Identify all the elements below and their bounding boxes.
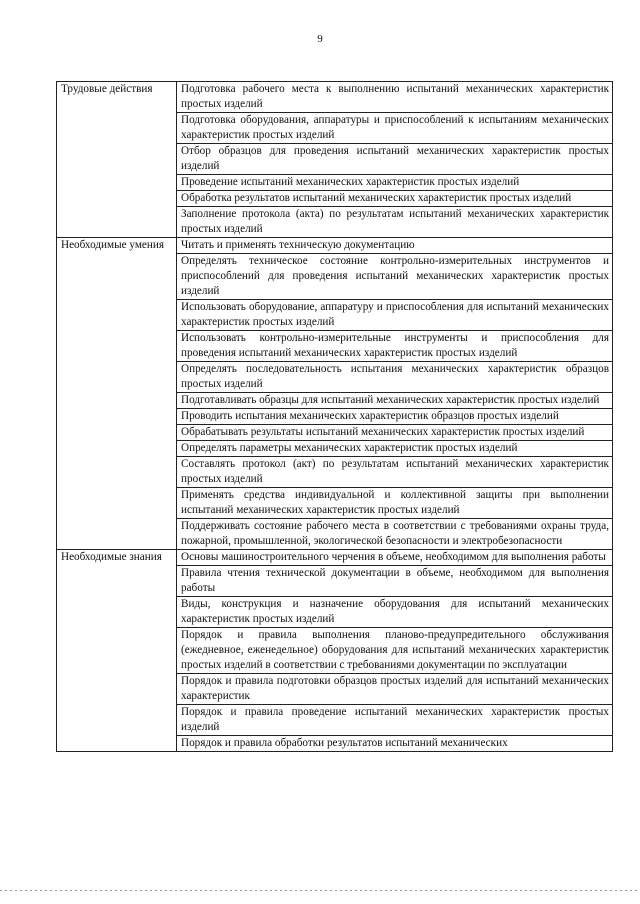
requirement-item: Использовать контрольно-измерительные инструменты и приспособления для проведения испытаний механических характеристик простых изделий [177,331,613,362]
requirement-item: Порядок и правила подготовки образцов простых изделий для испытаний механических характеристик [177,674,613,705]
requirement-item: Определять техническое состояние контрольно-измерительных инструментов и приспособлений для проведения испытаний механических характеристик простых изделий [177,254,613,300]
requirement-item: Порядок и правила проведение испытаний механических характеристик простых изделий [177,705,613,736]
table-row [57,238,613,254]
requirement-item: Обработка результатов испытаний механических характеристик простых изделий [177,191,613,207]
requirement-item: Читать и применять техническую документацию [177,238,613,254]
requirement-item: Проводить испытания механических характеристик образцов простых изделий [177,409,613,425]
requirement-item: Обрабатывать результаты испытаний механических характеристик простых изделий [177,425,613,441]
requirement-item: Подготавливать образцы для испытаний механических характеристик простых изделий [177,393,613,409]
requirement-item: Определять последовательность испытания механических характеристик образцов простых изделий [177,362,613,393]
requirement-item: Составлять протокол (акт) по результатам испытаний механических характеристик простых изделий [177,457,613,488]
requirement-item: Подготовка рабочего места к выполнению испытаний механических характеристик простых изделий [177,82,613,113]
requirement-item: Проведение испытаний механических характеристик простых изделий [177,175,613,191]
section-label: Трудовые действия [57,82,177,238]
requirement-item: Виды, конструкция и назначение оборудования для испытаний механических характеристик простых изделий [177,597,613,628]
table-row [57,82,613,113]
requirement-item: Заполнение протокола (акта) по результатам испытаний механических характеристик простых изделий [177,207,613,238]
requirements-table [56,81,613,752]
requirement-item: Порядок и правила обработки результатов испытаний механических [177,736,613,752]
requirement-item: Поддерживать состояние рабочего места в соответствии с требованиями охраны труда, пожарной, промышленной, экологической безопасности и электробезопасности [177,519,613,550]
page-bottom-edge [0,890,640,891]
section-label: Необходимые знания [57,550,177,752]
requirement-item: Правила чтения технической документации в объеме, необходимом для выполнения работы [177,566,613,597]
section-label: Необходимые умения [57,238,177,550]
requirement-item: Применять средства индивидуальной и коллективной защиты при выполнении испытаний механических характеристик простых изделий [177,488,613,519]
table-row [57,550,613,566]
requirement-item: Определять параметры механических характеристик простых изделий [177,441,613,457]
requirement-item: Отбор образцов для проведения испытаний механических характеристик простых изделий [177,144,613,175]
page-number: 9 [317,33,323,45]
requirement-item: Использовать оборудование, аппаратуру и приспособления для испытаний механических характеристик простых изделий [177,300,613,331]
requirement-item: Порядок и правила выполнения планово-предупредительного обслуживания (ежедневное, еженедельное) оборудования для испытаний механических характеристик простых изделий в соответствии с требованиями документации по эксплуатации [177,628,613,674]
requirement-item: Основы машиностроительного черчения в объеме, необходимом для выполнения работы [177,550,613,566]
requirement-item: Подготовка оборудования, аппаратуры и приспособлений к испытаниям механических характеристик простых изделий [177,113,613,144]
